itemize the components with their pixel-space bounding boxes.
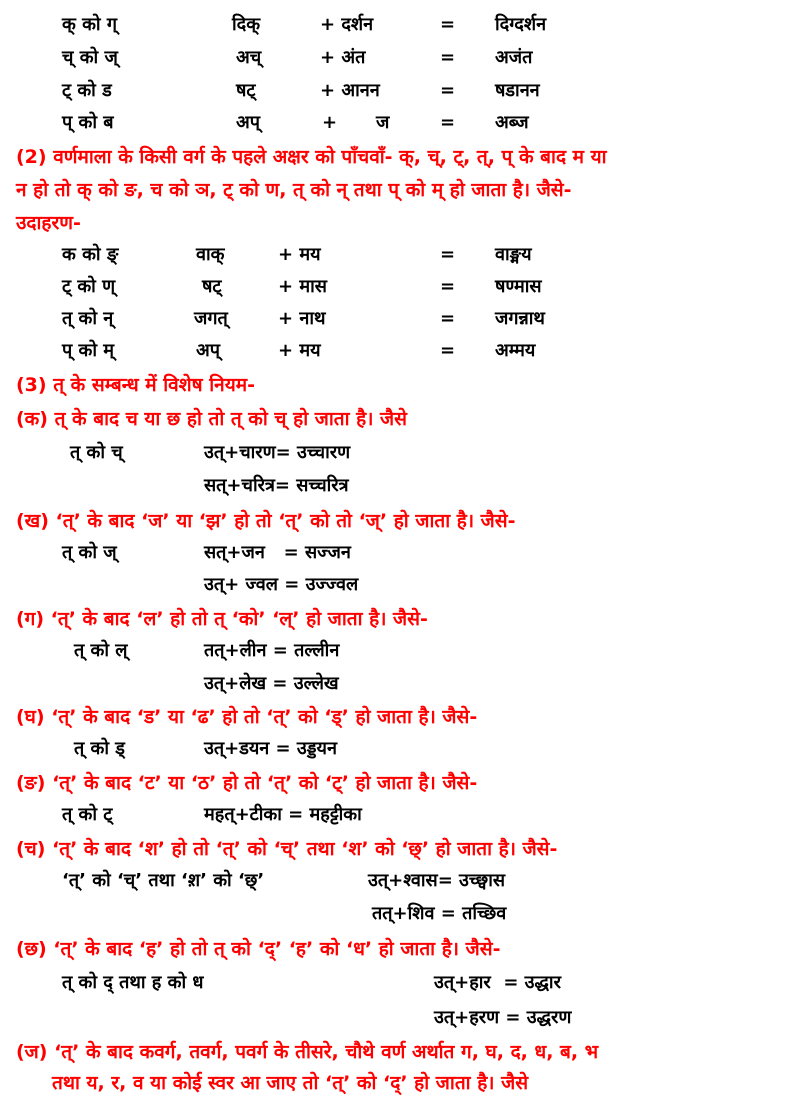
table1-result-3: षडानन [495,80,540,101]
table2-word-2: षट् [202,276,222,297]
rule-nga-example-1: महत्+टीका = महट्टीका [204,804,362,825]
table2-rule-3: त् को न् [62,308,114,329]
table2-eq-4: = [440,340,456,361]
table1-op-1: + दर्शन [320,14,374,35]
table2-op-3: + नाथ [278,308,326,329]
table1-eq-4: = [440,112,456,133]
table2-op-1: + मय [278,244,321,265]
rule-ga-example-2: उत्+लेख = उल्लेख [204,673,339,694]
table1-op-4: + [322,112,338,133]
table1-rule-3: ट् को ड [62,80,112,101]
rule-gha-heading: (घ) ‘त्’ के बाद ‘ड’ या ‘ढ’ हो तो ‘त्’ को ‘ड्’ हो जाता है। जैसे- [16,706,478,728]
rule2-line1: (2) वर्णमाला के किसी वर्ग के पहले अक्षर को पाँचवाँ- क्, च्, ट्, त्, प् के बाद म या [16,146,607,168]
table2-result-1: वाङ्मय [495,244,532,265]
rule-gha-label: त् को ड् [74,738,125,759]
rule-chha-heading: (छ) ‘त्’ के बाद ‘ह’ हो तो त् को ‘द्’ ‘ह’ को ‘ध’ हो जाता है। जैसे- [16,938,501,960]
rule3-heading: (3) त् के सम्बन्ध में विशेष नियम- [16,374,255,396]
table2-result-4: अम्मय [495,340,536,361]
table2-eq-1: = [440,244,456,265]
table1-result-4: अब्ज [495,112,529,133]
table1-word-2: अच् [236,47,262,68]
rule-kha-example-2: उत्+ ज्वल = उज्ज्वल [204,574,359,595]
table2-eq-3: = [440,308,456,329]
rule-nga-heading: (ङ) ‘त्’ के बाद ‘ट’ या ‘ठ’ हो तो ‘त्’ को ‘ट्’ हो जाता है। जैसे- [16,772,478,794]
rule-kha-heading: (ख) ‘त्’ के बाद ‘ज’ या ‘झ’ हो तो ‘त्’ को तो ‘ज्’ हो जाता है। जैसे- [16,510,516,532]
rule-ja-line1: (ज) ‘त्’ के बाद कवर्ग, तवर्ग, पवर्ग के तीसरे, चौथे वर्ण अर्थात ग, घ, द, ध, ब, भ [16,1041,599,1063]
table2-rule-4: प् को म् [62,340,115,361]
table2-op-4: + मय [278,340,321,361]
rule-cha-heading: (च) ‘त्’ के बाद ‘श’ हो तो ‘त्’ को ‘च्’ तथा ‘श’ को ‘छ्’ हो जाता है। जैसे- [16,838,558,860]
rule-gha-example-1: उत्+डयन = उड्डयन [204,738,337,759]
rule-ja-line2: तथा य, र, व या कोई स्वर आ जाए तो ‘त्’ को ‘द्’ हो जाता है। जैसे [52,1072,529,1094]
table1-word-3: षट् [236,80,256,101]
table1-eq-1: = [440,14,456,35]
table2-result-3: जगन्नाथ [495,308,545,329]
rule-chha-label: त् को द् तथा ह को ध [62,972,204,993]
rule-ga-heading: (ग) ‘त्’ के बाद ‘ल’ हो तो त् ‘को’ ‘ल्’ हो जाता है। जैसे- [16,608,428,630]
rule-ka-example-1: उत्+चारण= उच्चारण [204,442,351,463]
table1-eq-2: = [440,47,456,68]
table1-word2-4: ज [376,112,390,133]
rule-kha-label: त् को ज् [62,542,117,563]
table2-word-4: अप् [196,340,220,361]
rule-kha-example-1: सत्+जन = सज्जन [204,542,351,563]
table2-op-2: + मास [278,276,327,297]
rule-chha-example-2: उत्+हरण = उद्धरण [434,1007,572,1028]
rule-chha-example-1: उत्+हार = उद्धार [434,972,561,993]
rule-cha-label: ‘त्’ को ‘च्’ तथा ‘श़’ को ‘छ्’ [62,870,265,891]
table1-result-1: दिग्दर्शन [495,14,547,35]
rule-nga-label: त् को ट् [62,804,113,825]
rule-ka-label: त् को च् [70,442,123,463]
table2-eq-2: = [440,276,456,297]
table1-op-2: + अंत [320,47,366,68]
table1-word-4: अप् [236,112,260,133]
rule-ga-label: त् को ल् [74,640,128,661]
rule-cha-example-1: उत्+श्वास= उच्छ्वास [368,870,506,891]
table2-word-1: वाक् [196,244,225,265]
table2-result-2: षण्मास [495,276,542,297]
table1-result-2: अजंत [495,47,533,68]
table1-rule-1: क् को ग् [62,14,117,35]
example-label: उदाहरण- [16,212,81,234]
table1-rule-4: प् को ब [62,112,114,133]
rule-ga-example-1: तत्+लीन = तल्लीन [204,640,340,661]
table1-rule-2: च् को ज् [62,47,118,68]
rule-ka-example-2: सत्+चरित्र= सच्चरित्र [204,475,349,496]
table1-op-3: + आनन [320,80,380,101]
rule-cha-example-2: तत्+शिव = तच्छिव [372,903,507,924]
rule-ka-heading: (क) त् के बाद च या छ हो तो त् को च् हो जाता है। जैसे [16,408,407,430]
table1-word-1: दिक् [232,14,261,35]
table2-rule-2: ट् को ण् [62,276,116,297]
rule2-line2: न हो तो क् को ङ, च को ञ, ट् को ण, त् को न् तथा प् को म् हो जाता है। जैसे- [16,179,572,201]
table2-rule-1: क को ङ् [62,244,119,265]
table2-word-3: जगत् [194,308,228,329]
table1-eq-3: = [440,80,456,101]
